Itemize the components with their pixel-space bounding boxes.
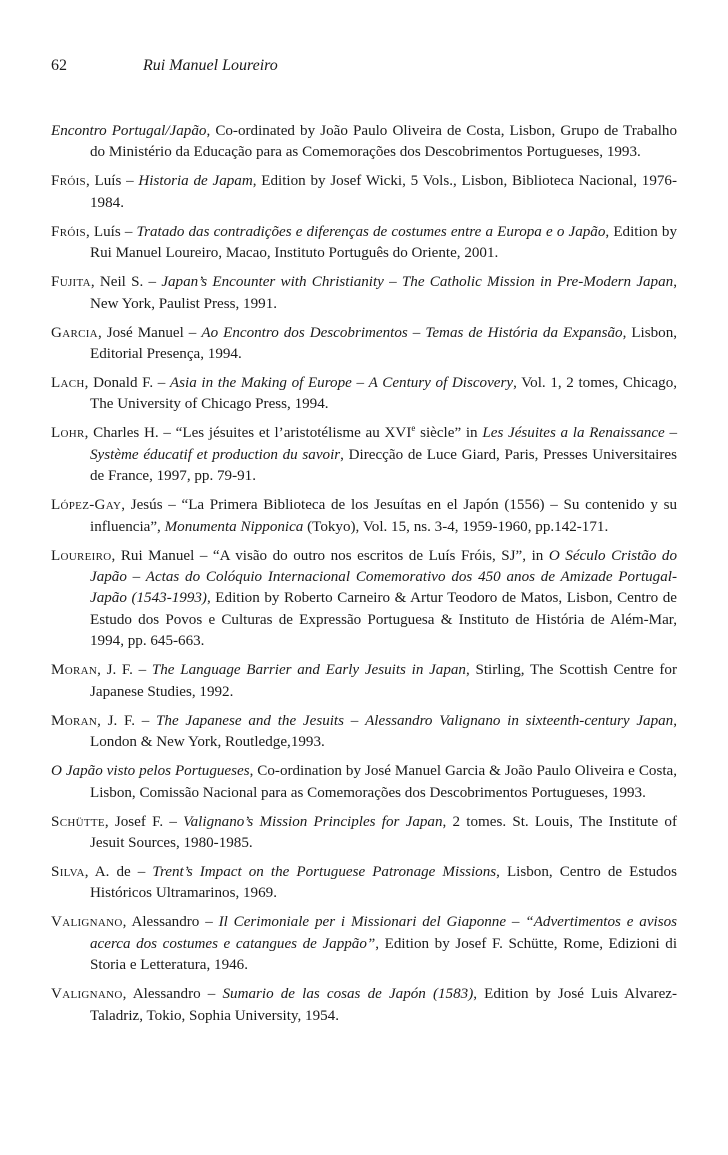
title-italic: Sumario de las cosas de Japón (1583): [222, 986, 474, 1003]
author-surname: Lach: [51, 375, 85, 392]
entry-text: , Alessandro –: [122, 986, 223, 1003]
entry-text: , Charles H. – “Les jésuites et l’aristotélisme au XVI: [84, 425, 412, 442]
entry-text: , Josef F. –: [104, 813, 184, 830]
title-italic: O Século Cristão do Japão – Actas do Colóquio Internacional Comemorativo dos 450 anos de Amizade Portugal-Japão (1543-1993): [90, 547, 677, 607]
entry-text: siècle” in: [415, 425, 483, 442]
bibliography-entry: [51, 984, 677, 1027]
title-italic: Tratado das contradições e diferenças de costumes entre a Europa e o Japão: [136, 223, 606, 240]
entry-text: , Co-ordinated by João Paulo Oliveira de Costa, Lisbon, Grupo de Trabalho do Ministério da Educação para as Comemorações dos Descobrimentos Portugueses, 1993.: [90, 123, 677, 161]
entry-text: , Luís –: [85, 223, 137, 240]
entry-text: –: [351, 375, 369, 392]
entry-text: (Tokyo), Vol. 15, ns. 3-4, 1959-1960, pp.142-171.: [303, 518, 609, 535]
entry-text: , José Manuel –: [97, 324, 202, 341]
page-header: [51, 56, 681, 80]
author-surname: López-Gay: [51, 497, 122, 514]
author-surname: Fróis: [51, 173, 86, 190]
title-italic: Valignano’s Mission Principles for Japan: [183, 813, 443, 830]
bibliography-entry: [51, 272, 677, 315]
title-italic: Ao Encontro dos Descobrimentos: [201, 324, 408, 341]
entry-text: , Edition by Rui Manuel Loureiro, Macao, Instituto Português do Oriente, 2001.: [90, 223, 677, 262]
entry-text: , Lisbon, Centro de Estudos Históricos Ultramarinos, 1969.: [90, 863, 677, 902]
title-italic: Monumenta Nipponica: [164, 518, 304, 535]
title-italic: Asia in the Making of Europe: [169, 375, 352, 392]
title-italic: Japan’s Encounter with Christianity – The Catholic Mission in Pre-Modern Japan: [161, 274, 674, 291]
entry-text: –: [506, 914, 526, 931]
author-surname: Fróis: [51, 223, 86, 240]
title-italic: Alessandro Valignano in sixteenth-century Japan: [365, 712, 674, 729]
title-italic: A Century of Discovery: [368, 375, 514, 392]
author-surname: Moran: [51, 662, 98, 679]
title-italic: Il Cerimoniale per i Missionari del Giaponne: [218, 914, 507, 931]
entry-text: , Donald F. –: [84, 375, 170, 392]
bibliography-entry: [51, 812, 677, 855]
author-surname: Loureiro: [51, 547, 112, 564]
entry-text: , Luís –: [85, 173, 139, 190]
bibliography-entry: [51, 121, 677, 164]
entry-text: , Edition by Josef F. Schütte, Rome, Edizioni di Storia e Letteratura, 1946.: [90, 935, 678, 974]
bibliography-entry: [51, 761, 677, 804]
bibliography-entry: [51, 171, 677, 214]
entry-text: , Neil S. –: [90, 274, 162, 291]
author-surname: Valignano: [51, 986, 123, 1003]
entry-text: , J. F. –: [97, 712, 157, 729]
entry-text: , Edition by Roberto Carneiro & Artur Teodoro de Matos, Lisbon, Centro de Estudo dos Povos e Culturas de Expressão Portuguesa & Instituto de História de Além-Mar, 1994, pp. 645-663.: [90, 590, 677, 650]
entry-text: , A. de –: [84, 863, 153, 880]
bibliography-entry: [51, 660, 677, 703]
bibliography-entry: [51, 373, 677, 416]
bibliography-entry: [51, 495, 677, 538]
entry-text: , Edition by Josef Wicki, 5 Vols., Lisbon, Biblioteca Nacional, 1976-1984.: [90, 173, 677, 211]
bibliography-entry: [51, 862, 677, 905]
entry-text: , New York, Paulist Press, 1991.: [90, 274, 677, 312]
entry-text: , Alessandro –: [122, 914, 219, 931]
entry-text: , Lisbon, Editorial Presença, 1994.: [90, 324, 678, 363]
entry-text: , Edition by José Luis Alvarez-Taladriz, Tokio, Sophia University, 1954.: [90, 986, 677, 1024]
bibliography-entry: [51, 222, 677, 265]
title-italic: The Language Barrier and Early Jesuits in Japan: [151, 662, 466, 679]
title-italic: Encontro Portugal/Japão: [51, 123, 207, 139]
entry-text: –: [407, 324, 426, 341]
entry-text: , 2 tomes. St. Louis, The Institute of Jesuit Sources, 1980-1985.: [90, 813, 677, 851]
entry-text: , Rui Manuel – “A visão do outro nos escritos de Luís Fróis, SJ”, in: [111, 547, 549, 564]
superscript: e: [411, 423, 416, 434]
entry-text: , Stirling, The Scottish Centre for Japanese Studies, 1992.: [90, 662, 677, 700]
bibliography-entry: [51, 323, 677, 366]
bibliography-entry: [51, 546, 677, 653]
author-surname: Fujita: [51, 274, 91, 291]
title-italic: Temas de História da Expansão: [425, 324, 623, 341]
bibliography-entry: [51, 423, 677, 487]
entry-text: , Direcção de Luce Giard, Paris, Presses Universitaires de France, 1997, pp. 79-91.: [90, 446, 677, 485]
title-italic: O Japão visto pelos Portugueses: [51, 763, 250, 780]
title-italic: Trent’s Impact on the Portuguese Patronage Missions: [152, 863, 497, 880]
running-head: Rui Manuel Loureiro: [143, 57, 278, 74]
entry-text: , London & New York, Routledge,1993.: [90, 712, 678, 751]
title-italic: “Advertimentos e avisos acerca dos costumes e catangues de Jappão”: [90, 914, 678, 952]
title-italic: Historia de Japam: [138, 173, 253, 190]
bibliography-entry: [51, 711, 677, 754]
title-italic: Les Jésuites a la Renaissance – Système éducatif et production du savoir: [90, 425, 677, 463]
author-surname: Garcia: [51, 324, 98, 341]
entry-text: , J. F. –: [97, 662, 152, 679]
bibliography-list: [51, 121, 677, 1035]
author-surname: Valignano: [51, 914, 123, 931]
entry-text: , Jesús – “La Primera Biblioteca de los Jesuítas en el Japón (1556) – Su contenido y su influencia”,: [90, 497, 677, 535]
bibliography-entry: [51, 912, 677, 976]
author-surname: Silva: [51, 863, 85, 880]
title-italic: The Japanese and the Jesuits: [156, 712, 345, 729]
entry-text: , Co-ordination by José Manuel Garcia & João Paulo Oliveira e Costa, Lisbon, Comissão Nacional para as Comemorações dos Descobrimentos Portugueses, 1993.: [90, 763, 677, 801]
author-surname: Lohr: [51, 425, 85, 442]
entry-text: –: [344, 712, 366, 729]
author-surname: Moran: [51, 712, 98, 729]
entry-text: , Vol. 1, 2 tomes, Chicago, The University of Chicago Press, 1994.: [90, 375, 678, 413]
author-surname: Schütte: [51, 813, 105, 830]
page-number: 62: [51, 57, 67, 74]
